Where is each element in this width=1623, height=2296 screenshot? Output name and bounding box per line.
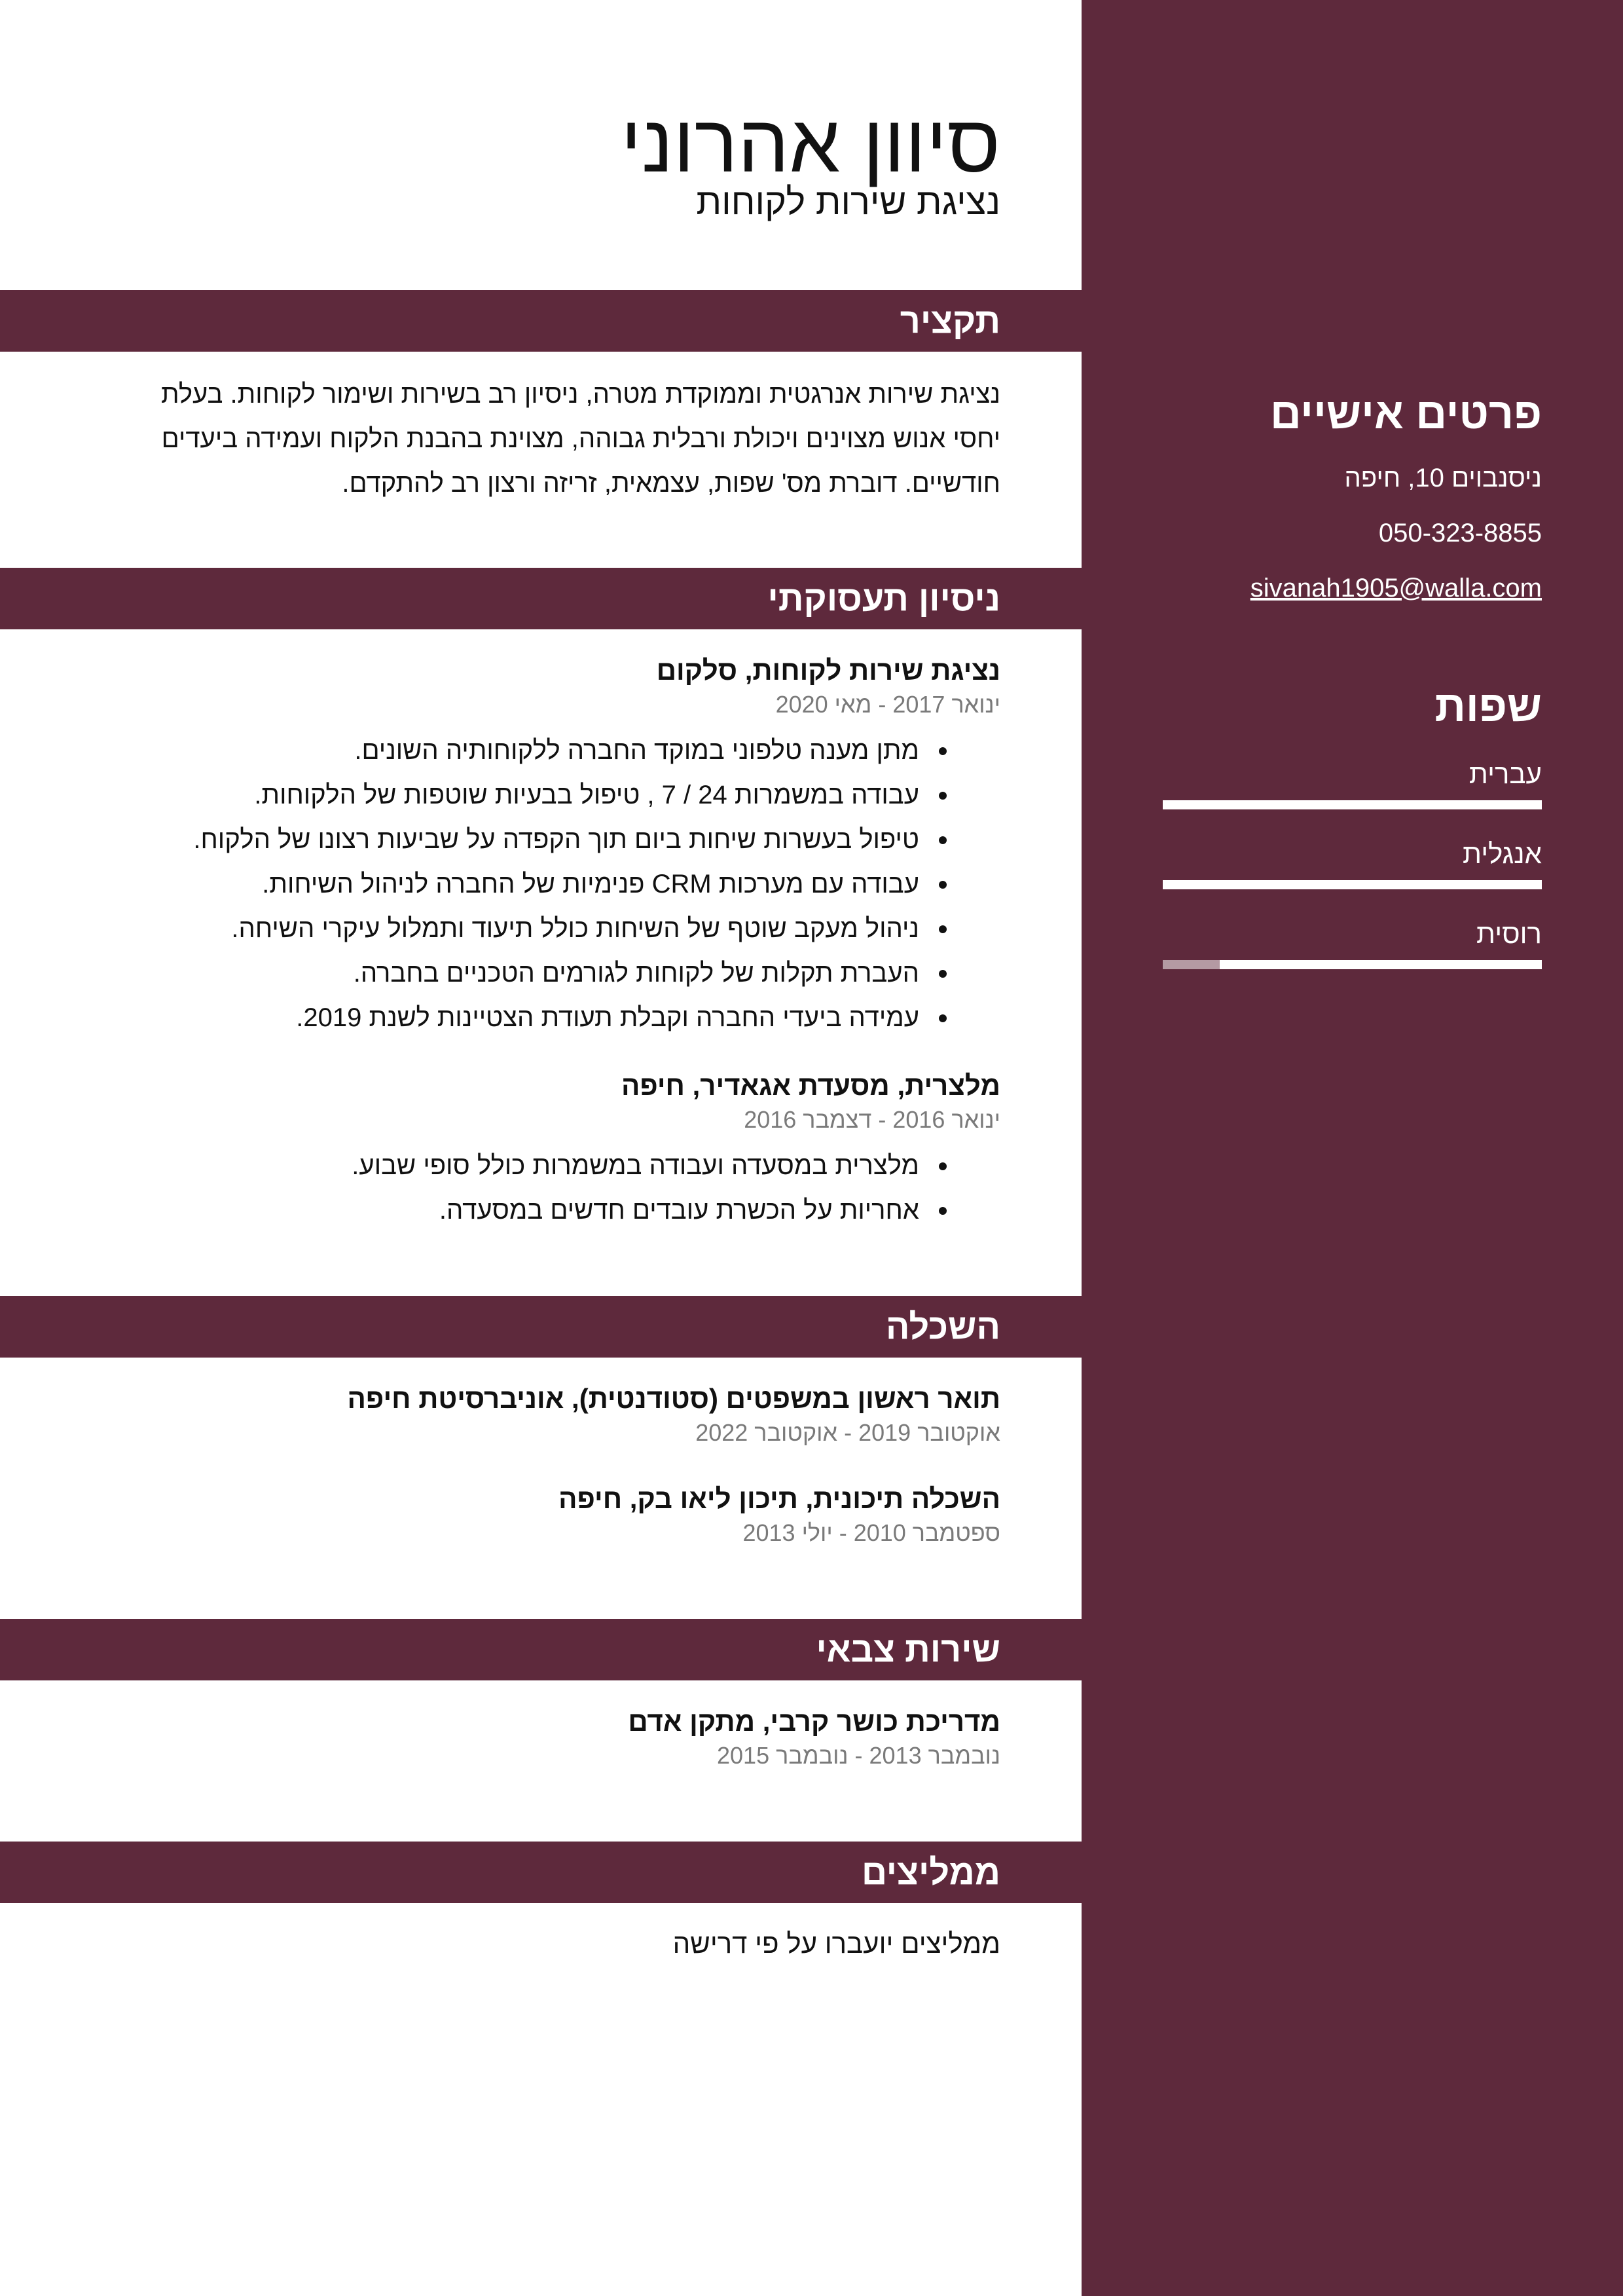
entry-dates: ינואר 2016 - דצמבר 2016 [744,1106,1000,1133]
experience-entry [84,1067,1000,1232]
section-experience-bar [0,568,1082,629]
references-text: ממליצים יועברו על פי דרישה [672,1928,1000,1959]
entry-dates: ינואר 2017 - מאי 2020 [775,691,1000,718]
language-level-bar [1163,800,1542,809]
bullet-item: ניהול מעקב שוטף של השיחות כולל תיעוד ותמלול עיקרי השיחה. [84,906,919,951]
section-references-heading: ממליצים [861,1853,1000,1892]
language-level-bar [1163,880,1542,889]
bullet-item: אחריות על הכשרת עובדים חדשים במסעדה. [84,1188,919,1232]
education-entry [84,1380,1000,1449]
language-level-bar [1163,960,1542,969]
language-name: אנגלית [1463,838,1542,869]
military-entry [84,1703,1000,1771]
language-level-fill [1163,800,1542,809]
entry-title: תואר ראשון במשפטים (סטודנטית), אוניברסיטת חיפה [347,1383,1000,1414]
entry-title: נציגת שירות לקוחות, סלקום [656,655,1000,686]
bullet-item: מלצרית במסעדה ועבודה במשמרות כולל סופי שבוע. [84,1143,919,1188]
section-education-bar [0,1296,1082,1358]
section-military-heading: שירות צבאי [816,1630,1000,1669]
bullet-item: טיפול בעשרות שיחות ביום תוך הקפדה על שביעות רצונו של הלקוח. [84,817,919,862]
bullet-item: העברת תקלות של לקוחות לגורמים הטכניים בחברה. [84,951,919,995]
section-references-bar [0,1842,1082,1903]
entry-bullets [84,728,1000,1040]
phone-text: 050-323-8855 [1378,519,1542,547]
language-level-fill [1220,960,1542,969]
language-item [1163,916,1542,969]
bullet-item: עבודה במשמרות 24 / 7 , טיפול בבעיות שוטפות של הלקוחות. [84,773,919,817]
personal-details-heading: פרטים אישיים [1269,389,1542,437]
section-summary-bar [0,290,1082,352]
section-experience-heading: ניסיון תעסוקתי [767,579,1000,618]
entry-bullets [84,1143,1000,1232]
entry-title: מלצרית, מסעדת אגאדיר, חיפה [621,1070,1000,1101]
section-education-heading: השכלה [885,1307,1000,1346]
experience-entry [84,652,1000,1040]
entry-dates: ספטמבר 2010 - יולי 2013 [742,1519,1000,1546]
candidate-title: נציגת שירות לקוחות [696,181,1000,222]
sidebar [1082,0,1623,2296]
bullet-item: מתן מענה טלפוני במוקד החברה ללקוחותיה השונים. [84,728,919,773]
section-summary-heading: תקציר [900,301,1000,341]
entry-dates: אוקטובר 2019 - אוקטובר 2022 [695,1419,1000,1446]
summary-text: נציגת שירות אנרגטית וממוקדת מטרה, ניסיון רב בשירות ושימור לקוחות. בעלת יחסי אנוש מצוינים ויכולת ורבלית גבוהה, מצוינת בהבנת הלקוח ועמידה ביעדים חודשיים. דוברת מס' שפות, עצמאית, זריזה ורצון רב להתקדם. [161,380,1000,498]
address-text: ניסנבוים 10, חיפה [1344,464,1542,492]
candidate-name: סיוון אהרוני [621,99,1000,189]
entry-title: מדריכת כושר קרבי, מתקן אדם [628,1706,1000,1737]
bullet-item: עבודה עם מערכות CRM פנימיות של החברה לניהול השיחות. [84,862,919,906]
languages-heading: שפות [1434,682,1542,730]
language-item [1163,756,1542,809]
bullet-item: עמידה ביעדי החברה וקבלת תעודת הצטיינות לשנת 2019. [84,995,919,1040]
section-military-bar [0,1619,1082,1680]
entry-dates: נובמבר 2013 - נובמבר 2015 [717,1742,1000,1769]
language-name: רוסית [1476,918,1542,949]
language-item [1163,836,1542,889]
entry-title: השכלה תיכונית, תיכון ליאו בק, חיפה [558,1483,1000,1514]
education-entry [84,1481,1000,1549]
language-name: עברית [1468,758,1542,789]
language-level-fill [1163,880,1542,889]
email-link[interactable]: sivanah1905@walla.com [1250,574,1542,602]
